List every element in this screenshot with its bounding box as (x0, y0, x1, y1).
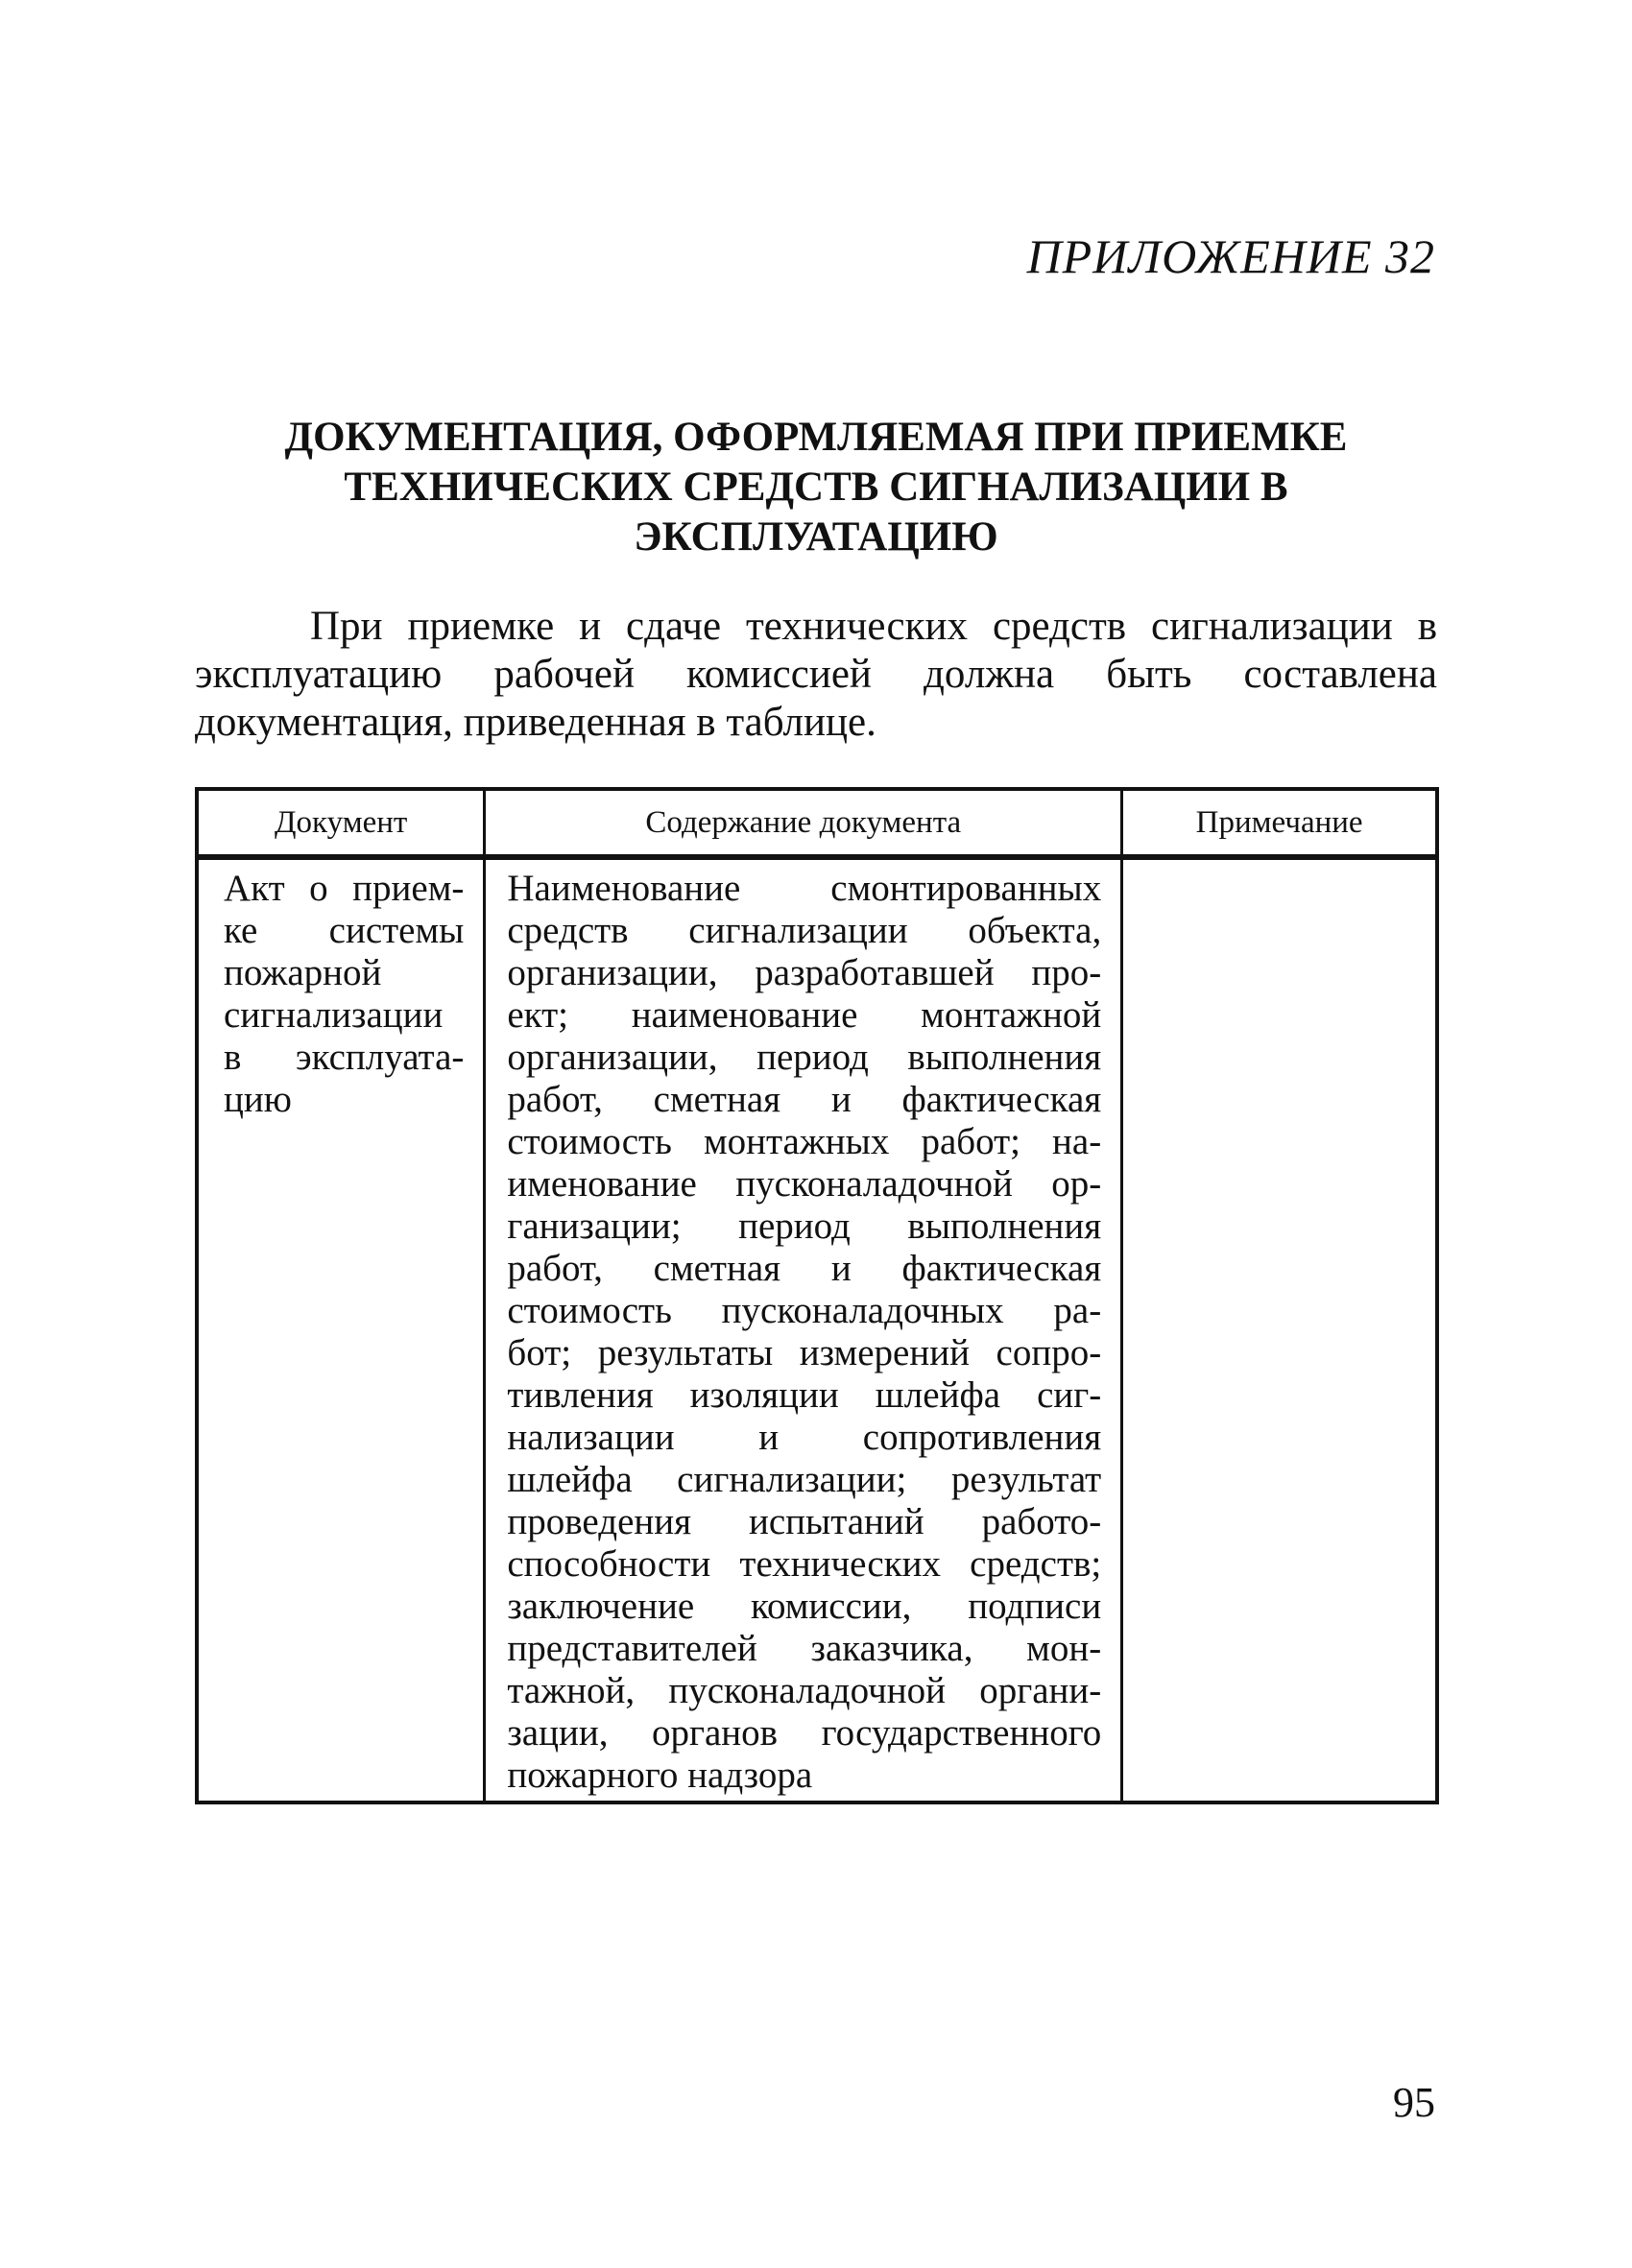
cell-line: ганизации; период выполнения (507, 1206, 1102, 1247)
cell-line: тивления изоляции шлейфа сиг- (507, 1374, 1102, 1416)
cell-line: Акт о прием- (224, 868, 465, 909)
cell-line: Наименование смонтированных (507, 868, 1102, 909)
cell-line: работ, сметная и фактическая (507, 1079, 1102, 1120)
cell-line: зации, органов государственного (507, 1712, 1102, 1754)
cell-line: способности технических средств; (507, 1543, 1102, 1585)
cell-line: заключение комиссии, подписи (507, 1586, 1102, 1627)
document-content (486, 860, 1120, 1801)
cell-content (485, 857, 1122, 1802)
column-header-document: Документ (197, 789, 485, 857)
title-line-1: ДОКУМЕНТАЦИЯ, ОФОРМЛЯЕМАЯ ПРИ ПРИЕМКЕ (284, 415, 1348, 460)
column-header-content: Содержание документа (485, 789, 1122, 857)
cell-line: цию (224, 1079, 292, 1120)
cell-line: ке системы (224, 910, 465, 951)
cell-line: тажной, пусконаладочной органи- (507, 1670, 1102, 1711)
table-header-row (197, 789, 1437, 857)
cell-line: пожарной (224, 952, 382, 993)
intro-paragraph: При приемке и сдаче технических средств сигнализации в эксплуатацию рабочей комиссией должна быть составлена документация, приведенная в таблице. (195, 604, 1437, 745)
cell-line: бот; результаты измерений сопро- (507, 1332, 1102, 1373)
cell-line: сигнализации (224, 994, 444, 1036)
cell-line: организации, разработавшей про- (507, 952, 1102, 993)
appendix-label: ПРИЛОЖЕНИЕ 32 (1026, 229, 1435, 283)
cell-line: стоимость монтажных работ; на- (507, 1121, 1102, 1162)
cell-line: работ, сметная и фактическая (507, 1248, 1102, 1289)
cell-line: ект; наименование монтажной (507, 994, 1102, 1036)
cell-line: средств сигнализации объекта, (507, 910, 1102, 951)
cell-line: в эксплуата- (224, 1037, 465, 1078)
cell-line: организации, период выполнения (507, 1037, 1102, 1078)
cell-line: проведения испытаний работо- (507, 1501, 1102, 1542)
cell-line: нализации и сопротивления (507, 1417, 1102, 1458)
column-header-note: Примечание (1122, 789, 1437, 857)
documentation-table (195, 787, 1439, 1804)
cell-line: именование пусконаладочной ор- (507, 1163, 1102, 1205)
document-note (1123, 860, 1435, 871)
cell-line: шлейфа сигнализации; результат (507, 1459, 1102, 1500)
cell-document (197, 857, 485, 1802)
document-title (192, 413, 1440, 562)
cell-note (1122, 857, 1437, 1802)
table-row (197, 857, 1437, 1802)
cell-line: пожарного надзора (507, 1755, 813, 1796)
cell-line: стоимость пусконаладочных ра- (507, 1290, 1102, 1331)
document-name (199, 860, 483, 1125)
page-number: 95 (1393, 2079, 1435, 2126)
title-line-2: ТЕХНИЧЕСКИХ СРЕДСТВ СИГНАЛИЗАЦИИ В (344, 465, 1288, 510)
cell-line: представителей заказчика, мон- (507, 1628, 1102, 1669)
title-line-3: ЭКСПЛУАТАЦИЮ (634, 514, 998, 560)
